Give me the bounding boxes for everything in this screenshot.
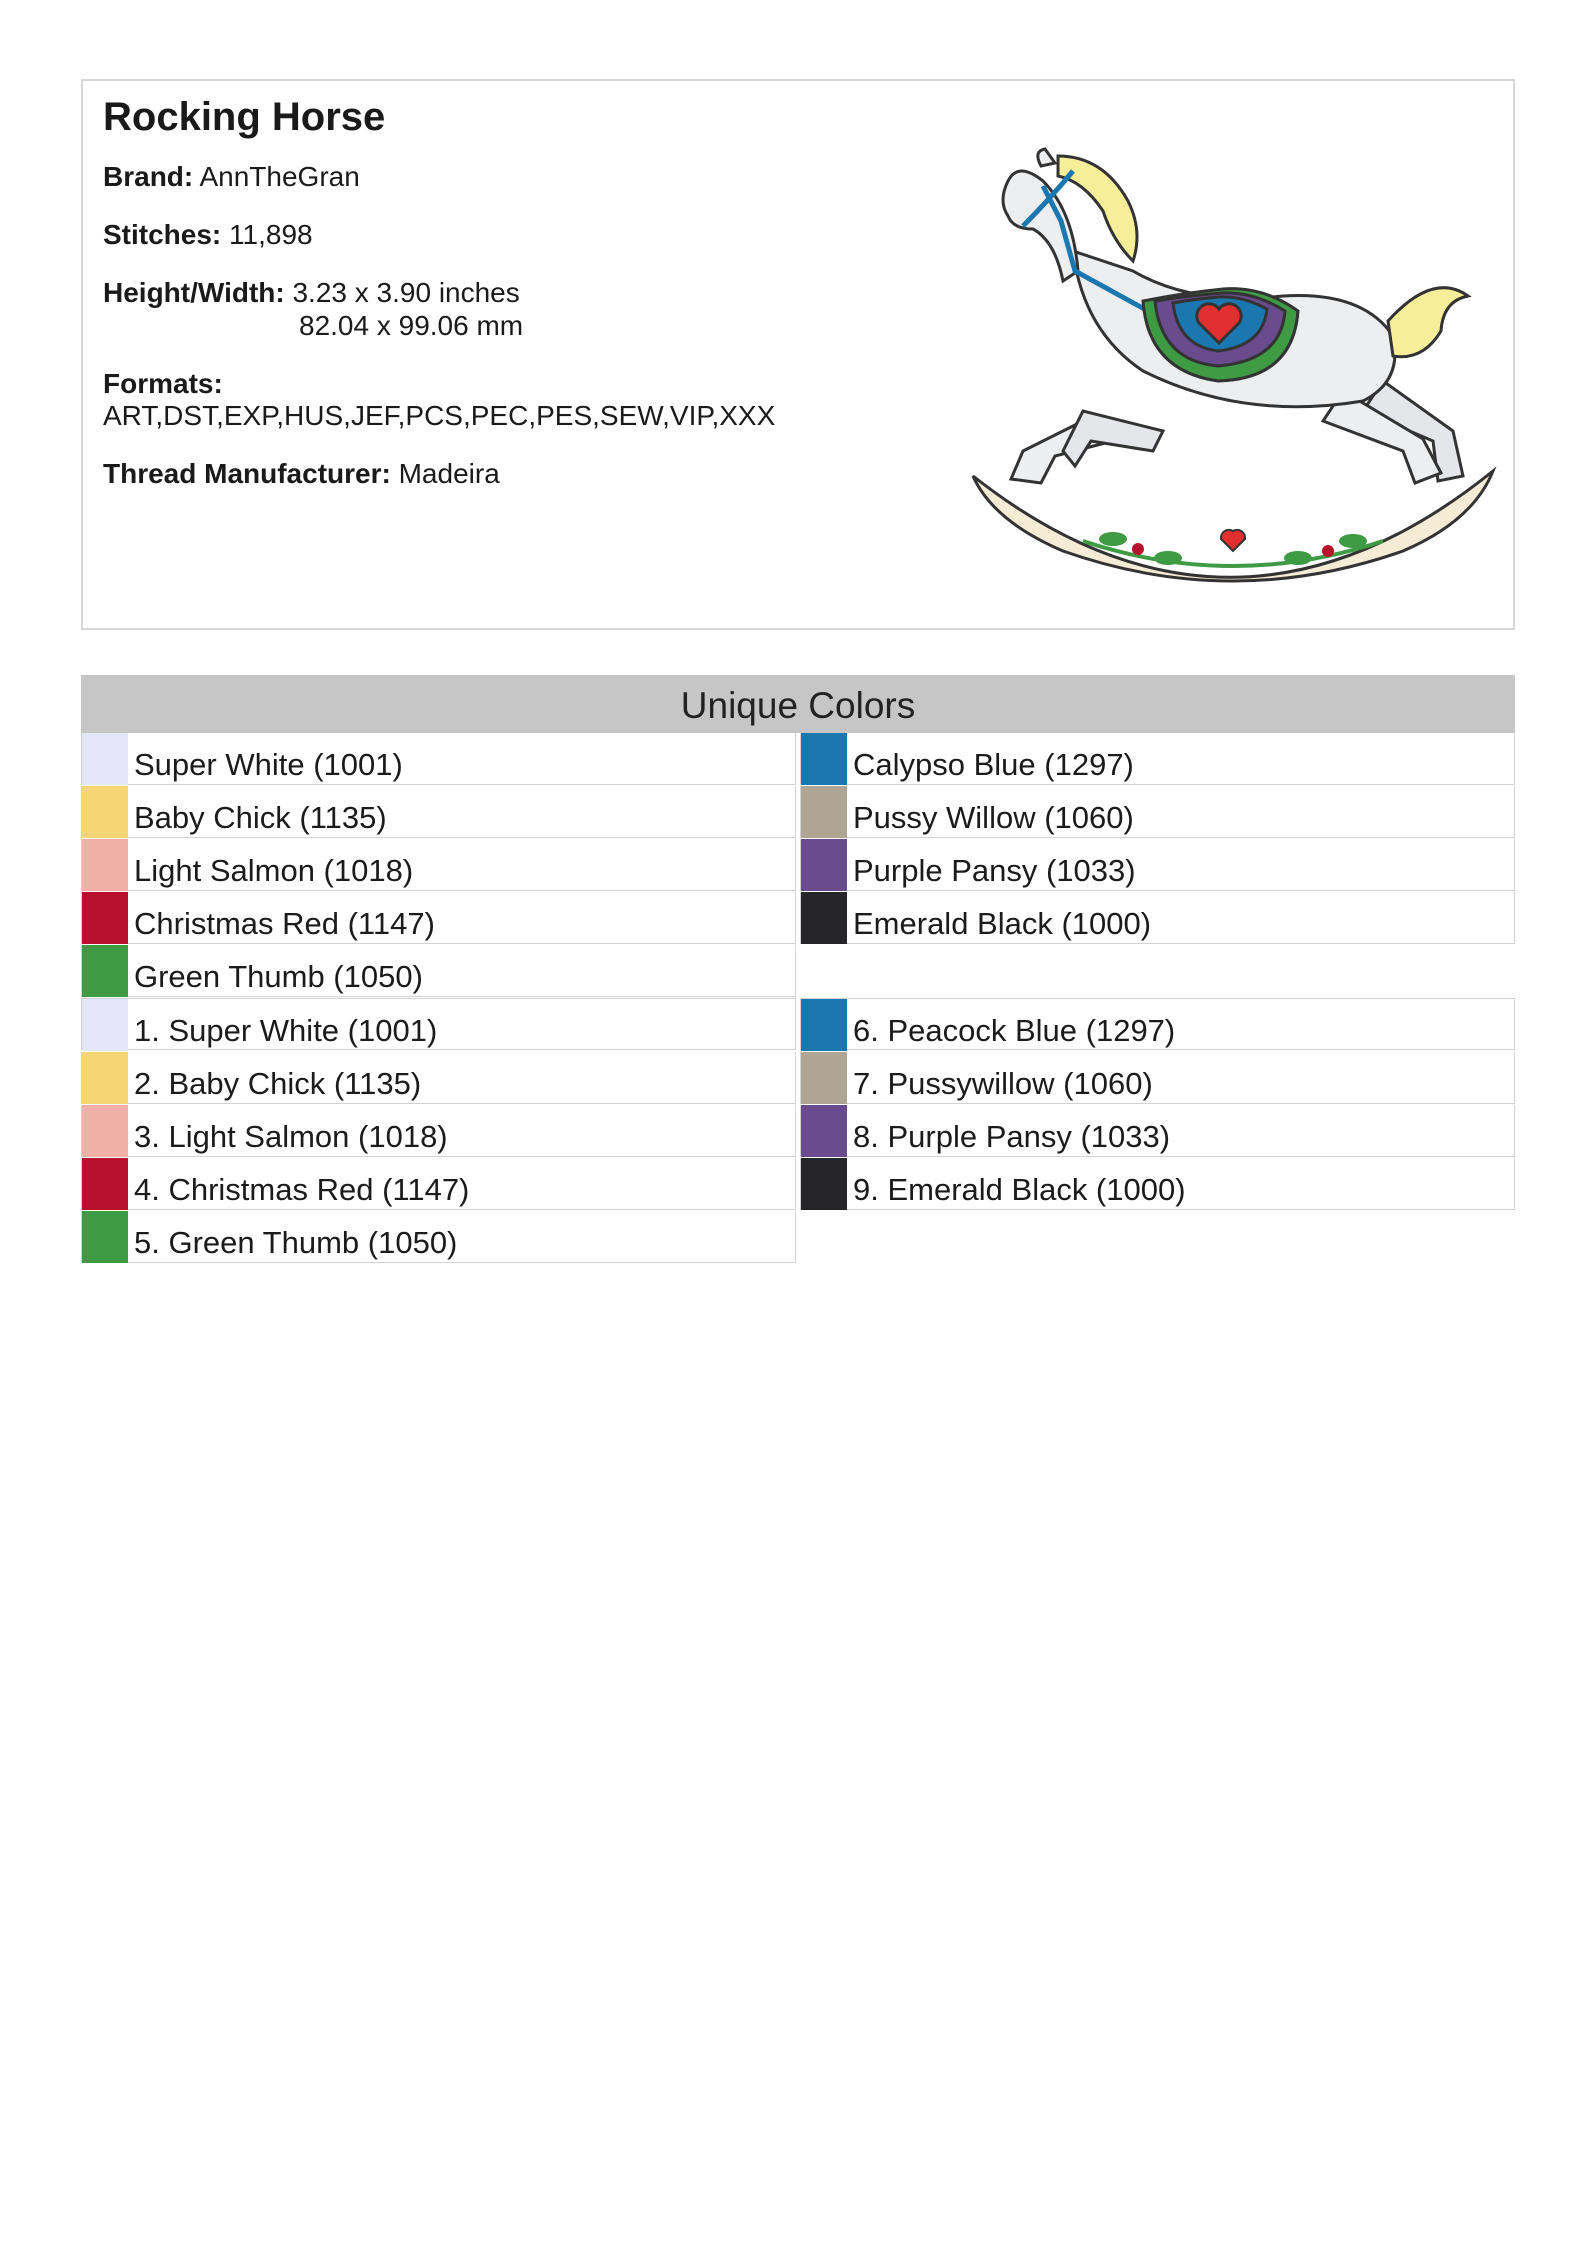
unique-colors-section xyxy=(81,675,1515,1260)
height-width-label: Height/Width: xyxy=(103,277,285,309)
color-swatch xyxy=(801,999,847,1051)
color-name: Super White (1001) xyxy=(134,747,403,782)
brand-value: AnnTheGran xyxy=(199,161,360,192)
brand-label: Brand: xyxy=(103,161,194,192)
color-swatch xyxy=(801,839,847,891)
color-swatch xyxy=(82,1052,128,1104)
color-name: 1. Super White (1001) xyxy=(134,1013,438,1048)
color-name: Calypso Blue (1297) xyxy=(853,747,1134,782)
sequence-row xyxy=(800,1158,1515,1210)
color-name: Light Salmon (1018) xyxy=(134,853,414,888)
color-swatch xyxy=(801,786,847,838)
stitches-row xyxy=(103,219,1003,251)
color-swatch xyxy=(801,1105,847,1157)
color-row xyxy=(81,733,796,785)
thread-manufacturer-value: Madeira xyxy=(398,458,500,490)
color-name: 2. Baby Chick (1135) xyxy=(134,1066,422,1101)
color-name: 6. Peacock Blue (1297) xyxy=(853,1013,1176,1048)
thread-manufacturer-label: Thread Manufacturer: xyxy=(103,458,391,490)
sequence-row xyxy=(800,998,1515,1050)
height-width-inches: 3.23 x 3.90 inches xyxy=(292,277,520,309)
color-swatch xyxy=(82,892,128,944)
color-swatch xyxy=(82,786,128,838)
brand-row xyxy=(103,161,1003,193)
sequence-row xyxy=(81,1105,796,1157)
color-swatch xyxy=(801,733,847,785)
sequence-row xyxy=(81,1052,796,1104)
design-info-card xyxy=(81,79,1515,630)
sequence-row xyxy=(81,1158,796,1210)
color-name: 4. Christmas Red (1147) xyxy=(134,1172,470,1207)
color-row xyxy=(800,733,1515,785)
color-swatch xyxy=(82,945,128,997)
formats-value: ART,DST,EXP,HUS,JEF,PCS,PEC,PES,SEW,VIP,XXX xyxy=(103,399,776,431)
rocking-horse-image xyxy=(963,121,1503,601)
color-row xyxy=(81,839,796,891)
color-swatch xyxy=(801,892,847,944)
color-name: 5. Green Thumb (1050) xyxy=(134,1225,458,1260)
color-row xyxy=(81,945,796,997)
color-name: Pussy Willow (1060) xyxy=(853,800,1134,835)
design-title: Rocking Horse xyxy=(103,95,386,139)
formats-row xyxy=(103,368,1003,432)
color-name: 7. Pussywillow (1060) xyxy=(853,1066,1153,1101)
design-details xyxy=(103,93,1003,516)
color-swatch xyxy=(801,1158,847,1210)
color-name: Purple Pansy (1033) xyxy=(853,853,1136,888)
sequence-row xyxy=(81,998,796,1050)
color-name: 8. Purple Pansy (1033) xyxy=(853,1119,1171,1154)
height-width-mm: 82.04 x 99.06 mm xyxy=(299,309,524,341)
stitches-value: 11,898 xyxy=(229,219,313,251)
color-swatch xyxy=(801,1052,847,1104)
color-swatch xyxy=(82,1158,128,1210)
color-row xyxy=(800,892,1515,944)
color-name: 3. Light Salmon (1018) xyxy=(134,1119,448,1154)
color-swatch xyxy=(82,1211,128,1263)
formats-label: Formats: xyxy=(103,367,223,399)
color-swatch xyxy=(82,999,128,1051)
unique-colors-header: Unique Colors xyxy=(81,675,1515,733)
sequence-row xyxy=(800,1105,1515,1157)
color-name: Emerald Black (1000) xyxy=(853,906,1152,941)
sequence-row xyxy=(81,1211,796,1263)
color-row xyxy=(800,839,1515,891)
color-swatch xyxy=(82,733,128,785)
height-width-row xyxy=(103,277,1003,341)
sequence-row xyxy=(800,1052,1515,1104)
stitches-label: Stitches: xyxy=(103,219,222,251)
color-row xyxy=(800,786,1515,838)
thread-row xyxy=(103,458,1003,490)
color-row xyxy=(81,786,796,838)
color-row xyxy=(81,892,796,944)
color-name: Christmas Red (1147) xyxy=(134,906,435,941)
color-swatch xyxy=(82,1105,128,1157)
color-name: Green Thumb (1050) xyxy=(134,959,423,994)
color-swatch xyxy=(82,839,128,891)
color-name: 9. Emerald Black (1000) xyxy=(853,1172,1186,1207)
color-name: Baby Chick (1135) xyxy=(134,800,387,835)
